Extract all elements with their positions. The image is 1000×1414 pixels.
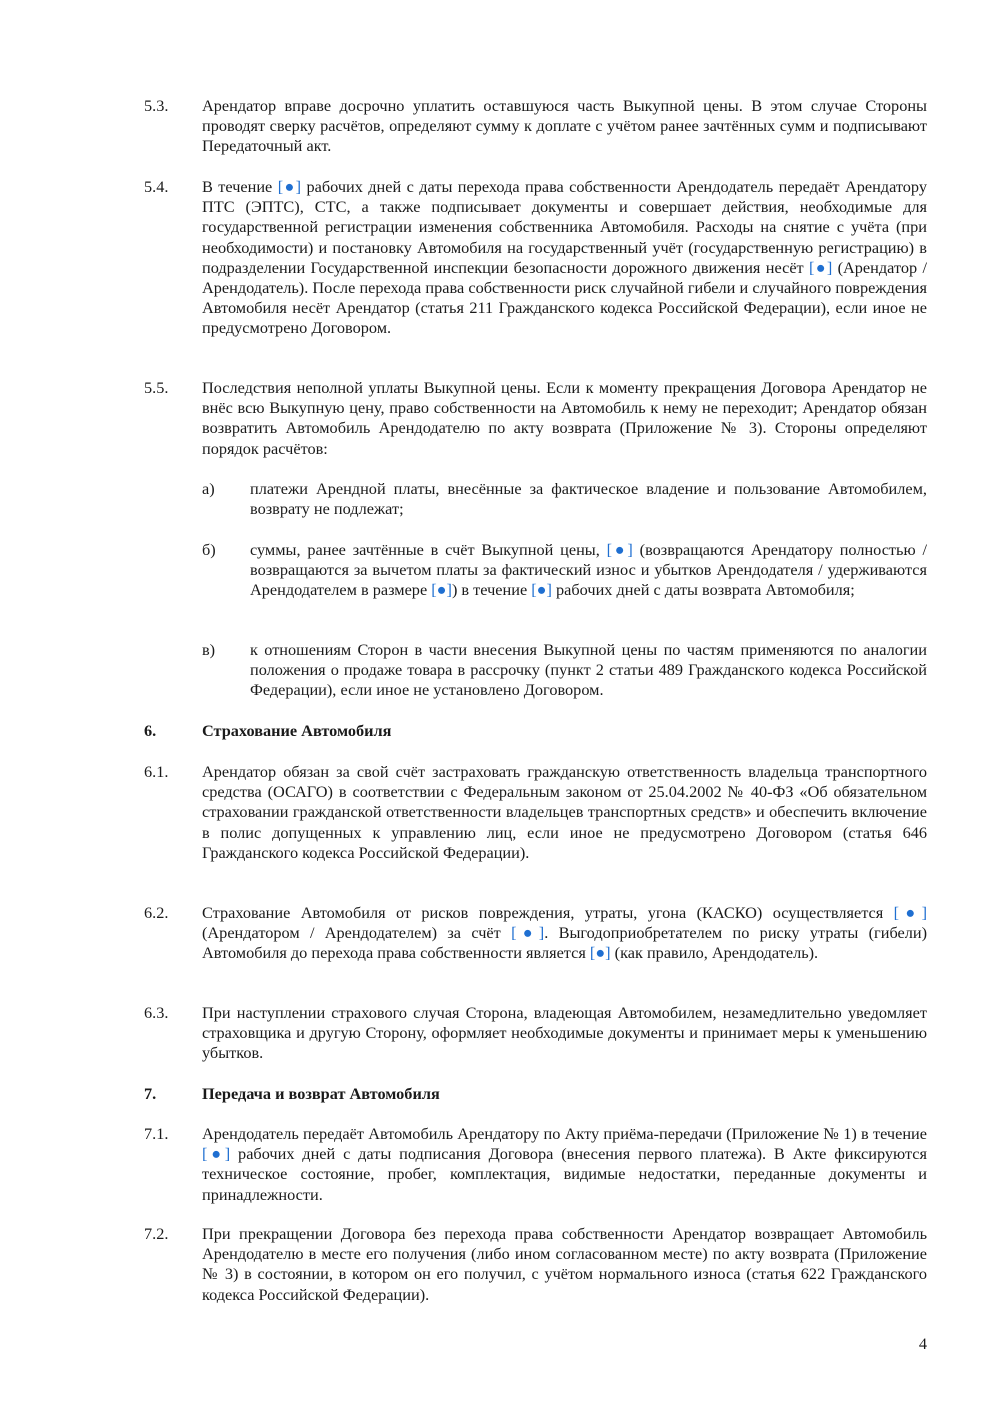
- placeholder-marker: [●]: [531, 580, 552, 600]
- clause-number: 7.2.: [144, 1224, 169, 1243]
- section-title: Страхование Автомобиля: [202, 721, 392, 740]
- clause-5-4: [144, 177, 927, 339]
- subclause-a: [202, 479, 927, 519]
- clause-number: 6.1.: [144, 762, 169, 781]
- section-heading-7: [144, 1084, 927, 1104]
- clause-number: 5.5.: [144, 378, 169, 397]
- subclause-b: [202, 540, 927, 601]
- section-number: 7.: [144, 1084, 157, 1103]
- clause-text: Арендатор обязан за свой счёт застраховать гражданскую ответственность владельца транспортного средства (ОСАГО) в соответствии с Федеральным законом от 25.04.2002 № 40-ФЗ «Об обязательном страховании гражданской ответственности владельцев транспортных средств» и обеспечить включение в полис допущенных к управлению лиц, если иное не предусмотрено Договором (статья 646 Гражданского кодекса Российской Федерации).: [202, 762, 927, 862]
- clause-6-1: [144, 762, 927, 863]
- subclause-letter: в): [202, 640, 216, 659]
- section-title: Передача и возврат Автомобиля: [202, 1084, 440, 1103]
- section-number: 6.: [144, 721, 157, 740]
- clause-7-2: [144, 1224, 927, 1305]
- placeholder-marker: [●]: [893, 903, 927, 922]
- clause-text: Страхование Автомобиля от рисков повреждения, утраты, угона (КАСКО) осуществляется [●] (Арендатором / Арендодателем) за счёт [●]. Выгодоприобретателем по риску утраты (гибели) Автомобиля до перехода права собственности является [●] (как правило, Арендодатель).: [202, 903, 927, 963]
- clause-number: 7.1.: [144, 1124, 169, 1143]
- subclause-text: суммы, ранее зачтённые в счёт Выкупной цены, [●] (возвращаются Арендатору полностью / возвращаются за вычетом платы за фактический износ и убытков Арендодателя / удерживаются Арендодателем в размере [●]) в течение [●] рабочих дней с даты возврата Автомобиля;: [250, 540, 927, 600]
- page-number: 4: [918, 1334, 927, 1353]
- placeholder-marker: [●]: [431, 580, 452, 600]
- subclause-letter: а): [202, 479, 215, 498]
- clause-6-3: [144, 1003, 927, 1064]
- clause-text: Последствия неполной уплаты Выкупной цены. Если к моменту прекращения Договора Арендатор не внёс всю Выкупную цену, право собственности на Автомобиль к нему не переходит; Арендатор обязан возвратить Автомобиль Арендодателю по акту возврата (Приложение № 3). Стороны определяют порядок расчётов:: [202, 378, 927, 458]
- clause-text: При наступлении страхового случая Сторона, владеющая Автомобилем, незамедлительно уведомляет страховщика и другую Сторону, оформляет необходимые документы и принимает меры к уменьшению убытков.: [202, 1003, 927, 1063]
- clause-text: При прекращении Договора без перехода права собственности Арендатор возвращает Автомобиль Арендодателю в месте его получения (либо ином согласованном месте) по акту возврата (Приложение № 3) в состоянии, в котором он его получил, с учётом нормального износа (статья 622 Гражданского кодекса Российской Федерации).: [202, 1224, 927, 1304]
- placeholder-marker: [●]: [277, 177, 302, 196]
- clause-text: Арендатор вправе досрочно уплатить оставшуюся часть Выкупной цены. В этом случае Стороны проводят сверку расчётов, определяют сумму к доплате с учётом ранее зачтённых сумм и подписывают Передаточный акт.: [202, 96, 927, 156]
- subclause-text: к отношениям Сторон в части внесения Выкупной цены по частям применяются по аналогии положения о продаже товара в рассрочку (пункт 2 статьи 489 Гражданского кодекса Российской Федерации), если иное не установлено Договором.: [250, 640, 927, 700]
- placeholder-marker: [●]: [606, 540, 633, 559]
- clause-6-2: [144, 903, 927, 964]
- clause-number: 6.3.: [144, 1003, 169, 1022]
- placeholder-marker: [●]: [809, 257, 833, 277]
- placeholder-marker: [●]: [511, 923, 545, 943]
- clause-text: Арендодатель передаёт Автомобиль Арендатору по Акту приёма-передачи (Приложение № 1) в течение [●] рабочих дней с даты подписания Договора (внесения первого платежа). В Акте фиксируются техническое состояние, пробег, комплектация, видимые недостатки, переданные документы и принадлежности.: [202, 1124, 927, 1204]
- clause-number: 5.3.: [144, 96, 169, 115]
- subclause-text: платежи Арендной платы, внесённые за фактическое владение и пользование Автомобилем, возврату не подлежат;: [250, 479, 927, 519]
- subclause-c: [202, 640, 927, 701]
- subclause-letter: б): [202, 540, 216, 559]
- clause-5-3: [144, 96, 927, 157]
- clause-5-5: [144, 378, 927, 459]
- placeholder-marker: [●]: [589, 943, 611, 963]
- clause-number: 5.4.: [144, 177, 169, 196]
- section-heading-6: [144, 721, 927, 741]
- clause-7-1: [144, 1124, 927, 1205]
- clause-text: В течение [●] рабочих дней с даты перехода права собственности Арендодатель передаёт Арендатору ПТС (ЭПТС), СТС, а также подписывает документы и совершает действия, необходимые для государственной регистрации изменения собственника Автомобиля. Расходы на снятие с учёта (при необходимости) и постановку Автомобиля на государственный учёт (государственную регистрацию) в подразделении Государственной инспекции безопасности дорожного движения несёт [●] (Арендатор / Арендодатель). После перехода права собственности риск случайной гибели и случайного повреждения Автомобиля несёт Арендатор (статья 211 Гражданского кодекса Российской Федерации), если иное не предусмотрено Договором.: [202, 177, 927, 338]
- placeholder-marker: [●]: [202, 1144, 231, 1164]
- clause-number: 6.2.: [144, 903, 169, 922]
